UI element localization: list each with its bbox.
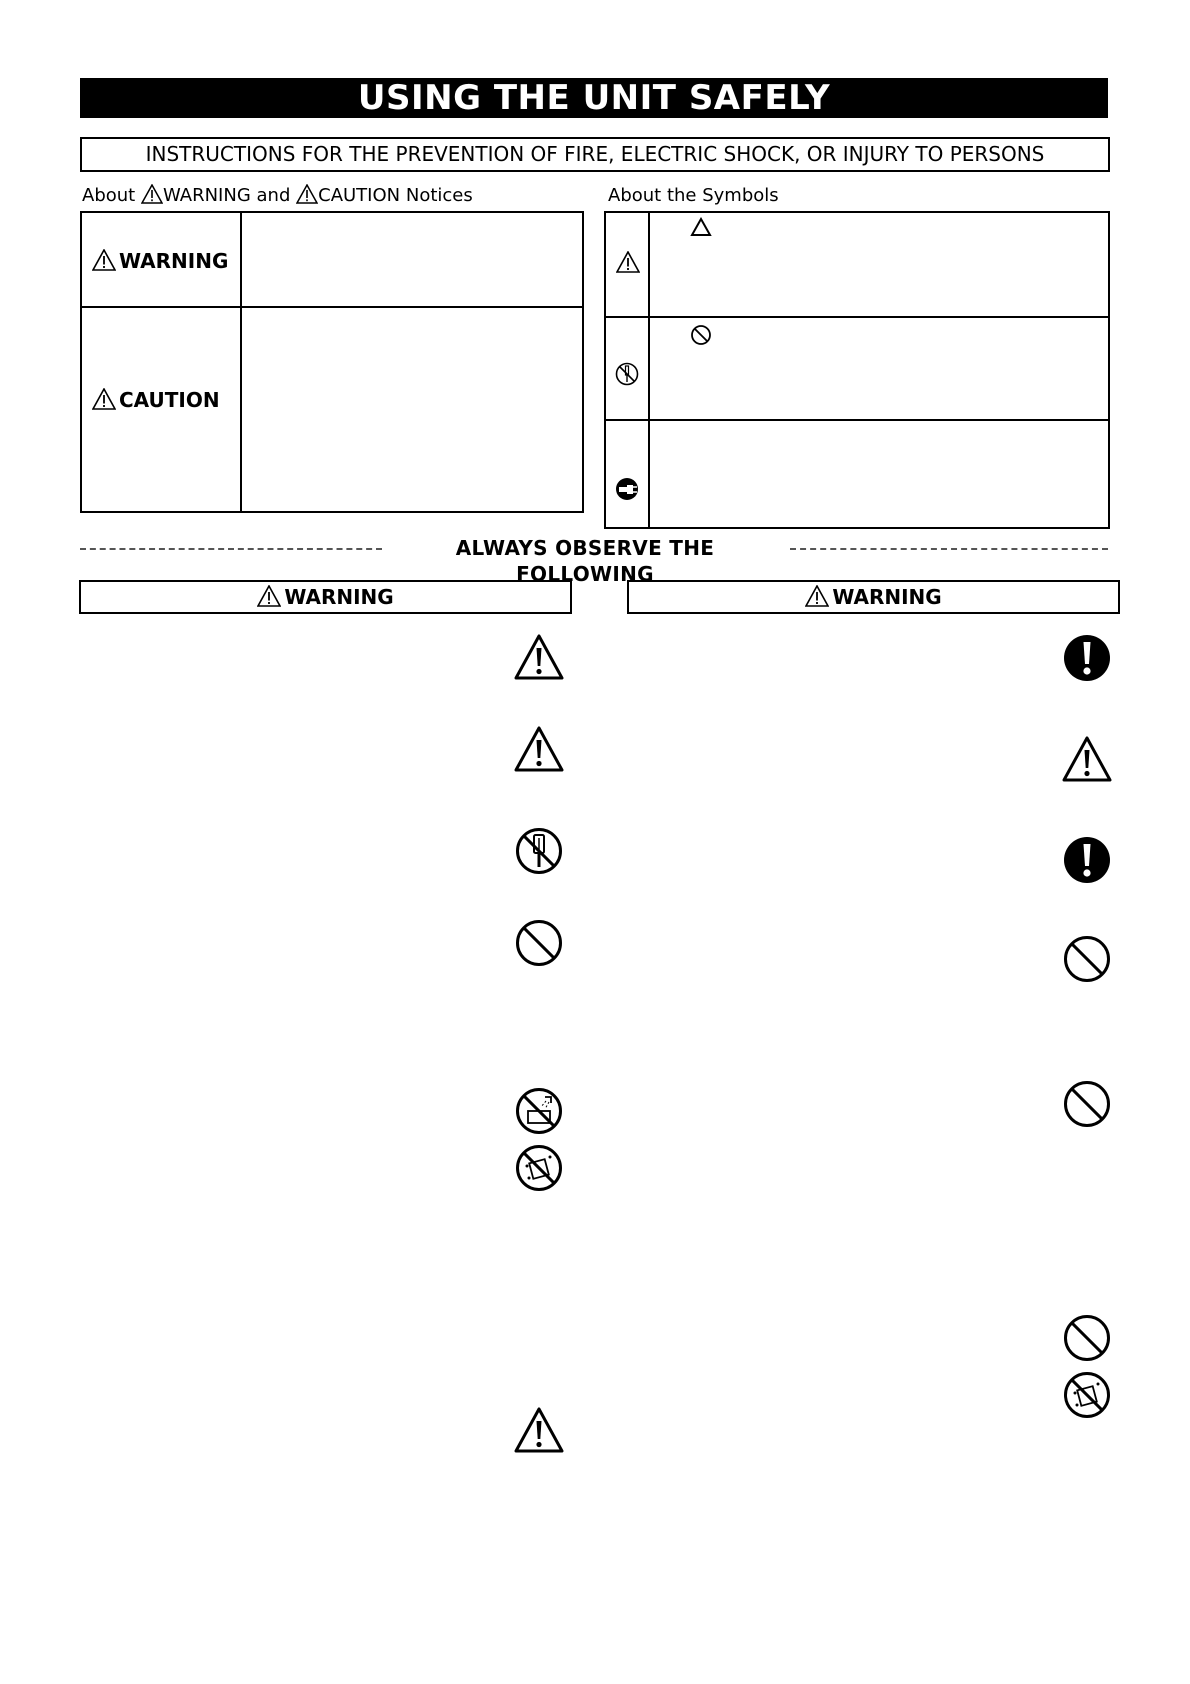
notices-and-text: and bbox=[256, 185, 291, 206]
prohibited-icon bbox=[1063, 1314, 1111, 1362]
caution-triangle-icon bbox=[513, 633, 565, 681]
right-warning-header bbox=[627, 580, 1120, 614]
no-disassemble-icon bbox=[515, 827, 563, 875]
notices-warning-text: WARNING bbox=[162, 185, 251, 206]
unplug-icon bbox=[615, 477, 639, 501]
prohibited-icon bbox=[1063, 1080, 1111, 1128]
notices-table-divider bbox=[240, 213, 242, 511]
no-children-icon bbox=[1063, 1371, 1111, 1419]
no-children-icon bbox=[515, 1144, 563, 1192]
caution-triangle-icon bbox=[257, 585, 281, 607]
left-warning-header-text: WARNING bbox=[284, 585, 394, 609]
notices-table bbox=[80, 211, 584, 513]
caution-triangle-icon bbox=[296, 184, 318, 204]
no-disassemble-icon bbox=[615, 362, 639, 386]
caution-triangle-icon bbox=[1061, 735, 1113, 783]
observe-heading: ALWAYS OBSERVE THE FOLLOWING bbox=[455, 536, 715, 586]
notices-about-text: About bbox=[82, 185, 136, 206]
symbols-table-row-divider bbox=[606, 419, 1108, 421]
right-warning-header-text: WARNING bbox=[832, 585, 942, 609]
prohibited-icon bbox=[515, 919, 563, 967]
mandatory-exclamation-icon bbox=[1063, 836, 1111, 884]
subtitle-box: INSTRUCTIONS FOR THE PREVENTION OF FIRE, ELECTRIC SHOCK, OR INJURY TO PERSONS bbox=[80, 137, 1110, 172]
notices-caution-label-text: CAUTION bbox=[119, 388, 220, 412]
notices-warning-label-text: WARNING bbox=[119, 249, 229, 273]
no-water-icon bbox=[515, 1087, 563, 1135]
notices-heading bbox=[82, 184, 473, 207]
left-warning-header bbox=[79, 580, 572, 614]
symbols-table-row-divider bbox=[606, 316, 1108, 318]
caution-triangle-icon bbox=[513, 725, 565, 773]
caution-triangle-icon bbox=[92, 249, 116, 271]
caution-triangle-icon bbox=[92, 388, 116, 410]
mandatory-exclamation-icon bbox=[1063, 634, 1111, 682]
notices-notices-text: Notices bbox=[405, 185, 473, 206]
observe-rule-left bbox=[80, 548, 382, 550]
triangle-outline-icon bbox=[690, 217, 712, 237]
notices-caution-label bbox=[92, 388, 220, 412]
caution-triangle-icon bbox=[805, 585, 829, 607]
notices-caution-text: CAUTION bbox=[318, 185, 401, 206]
symbols-heading: About the Symbols bbox=[608, 185, 779, 206]
page-title: USING THE UNIT SAFELY bbox=[80, 78, 1108, 118]
caution-triangle-icon bbox=[513, 1406, 565, 1454]
symbols-table bbox=[604, 211, 1110, 529]
prohibited-icon bbox=[1063, 935, 1111, 983]
symbols-table-divider bbox=[648, 213, 650, 527]
prohibited-icon bbox=[690, 324, 712, 346]
caution-triangle-icon bbox=[141, 184, 163, 204]
notices-warning-label bbox=[92, 249, 228, 273]
observe-rule-right bbox=[790, 548, 1108, 550]
caution-triangle-icon bbox=[616, 251, 640, 273]
